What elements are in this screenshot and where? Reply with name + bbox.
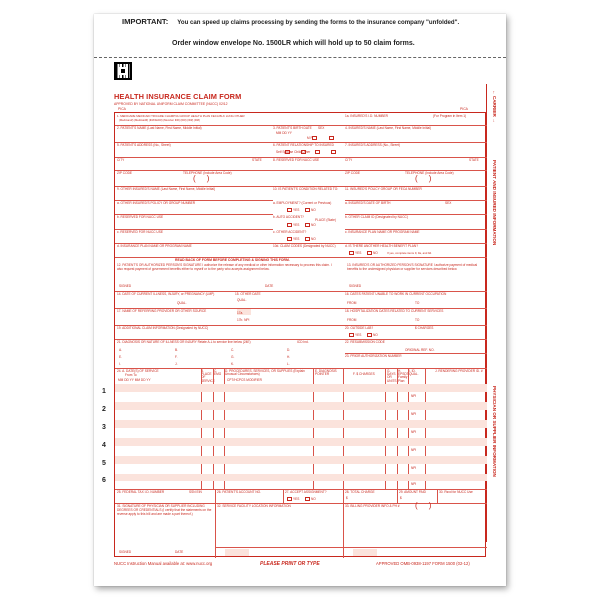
npi-1: NPI	[411, 394, 417, 398]
zip-label: ZIP CODE	[117, 171, 132, 175]
field-11a: a. INSURED'S DATE OF BIRTH	[345, 201, 391, 205]
side-label-patient: PATIENT AND INSURED INFORMATION	[492, 160, 497, 246]
rel-spouse-checkbox[interactable]	[301, 150, 306, 154]
field-16: 16. DATES PATIENT UNABLE TO WORK IN CURRENT OCCUPATION	[345, 292, 447, 296]
field-11c: c. INSURANCE PLAN NAME OR PROGRAM NAME	[345, 230, 420, 234]
field-6-opts: Self Spouse Child Other	[276, 150, 311, 154]
qr-code-icon	[114, 62, 132, 80]
service-line-2-number: 2	[102, 406, 106, 413]
field-3-mmddyy: MM DD YY	[276, 131, 292, 135]
field-10d: 10d. CLAIM CODES (Designated by NUCC)	[273, 244, 336, 248]
field-1: 1. MEDICARE MEDICAID TRICARE CHAMPVA GROUP HEALTH PLAN FECA BLK LUNG OTHER	[117, 114, 245, 118]
field-33: 33. BILLING PROVIDER INFO & PH #	[345, 504, 400, 508]
field-7: 7. INSURED'S ADDRESS (No., Street)	[345, 143, 400, 147]
npi-2: NPI	[411, 412, 417, 416]
tel-area-paren-2: ( )	[415, 174, 432, 183]
field-12: 12. PATIENT'S OR AUTHORIZED PERSON'S SIGNATURE I authorize the release of any medical or other information necessary to process this claim. I also request payment of government benefits either to myself or to the party who accepts assignment below.	[117, 263, 332, 271]
signed-label: SIGNED	[119, 284, 132, 288]
field-16-to: TO	[415, 301, 420, 305]
auto-yes-checkbox[interactable]	[287, 223, 292, 227]
field-13: 13. INSURED'S OR AUTHORIZED PERSON'S SIGNATURE I authorize payment of medical benefits to the undersigned physician or supplier for services described below.	[347, 263, 478, 271]
other-no: NO	[311, 237, 316, 241]
npi-4: NPI	[411, 448, 417, 452]
field-25-ssn-ein: SSN EIN	[189, 490, 202, 494]
field-29: 29. AMOUNT PAID	[399, 490, 426, 494]
field-28: 28. TOTAL CHARGE	[345, 490, 375, 494]
field-22: 22. RESUBMISSION CODE	[345, 340, 385, 344]
stub-line-1-text: You can speed up claims processing by sending the forms to the insurance company "unfolded".	[177, 19, 460, 26]
diag-j: J.	[175, 362, 178, 366]
field-10c: c. OTHER ACCIDENT?	[273, 230, 307, 234]
state-label-2: STATE	[469, 158, 479, 162]
another-plan-no-checkbox[interactable]	[367, 251, 372, 255]
field-5: 5. PATIENT'S ADDRESS (No., Street)	[117, 143, 171, 147]
field-24i: I. ID. QUAL.	[409, 369, 419, 377]
field-1a-note: (For Program in Item 1)	[433, 114, 467, 118]
field-18-to: TO	[415, 318, 420, 322]
date-label: DATE	[265, 284, 274, 288]
field-11a-sex: SEX	[445, 201, 452, 205]
auto-yes: YES	[293, 223, 300, 227]
field-11: 11. INSURED'S POLICY GROUP OR FECA NUMBER	[345, 187, 422, 191]
field-3: 3. PATIENT'S BIRTH DATE	[273, 126, 312, 130]
tel-label: TELEPHONE (Include Area Code)	[183, 171, 232, 175]
field-6: 6. PATIENT RELATIONSHIP TO INSURED	[273, 143, 334, 147]
field-27: 27. ACCEPT ASSIGNMENT?	[285, 490, 327, 494]
field-24b: B. PLACE OF SERVICE	[201, 369, 215, 383]
service-line-5-number: 5	[102, 460, 106, 467]
field-3-mf: M F	[307, 136, 313, 140]
field-17: 17. NAME OF REFERRING PROVIDER OR OTHER SOURCE	[117, 309, 207, 313]
diag-i: I.	[119, 362, 121, 366]
footer-mid: PLEASE PRINT OR TYPE	[260, 561, 320, 567]
zip-label-2: ZIP CODE	[345, 171, 360, 175]
lab-no: NO	[373, 333, 378, 337]
service-line-6-number: 6	[102, 477, 106, 484]
tel-label-2: TELEPHONE (Include Area Code)	[405, 171, 454, 175]
side-label-physician: PHYSICIAN OR SUPPLIER INFORMATION	[492, 386, 497, 477]
field-9b: b. RESERVED FOR NUCC USE	[117, 215, 164, 219]
field-24h: H. EPSDT Family Plan	[398, 369, 409, 383]
city-label: CITY	[117, 158, 125, 162]
field-24a-sub: From To	[125, 373, 137, 377]
diag-f: F.	[175, 355, 178, 359]
lab-no-checkbox[interactable]	[367, 333, 372, 337]
field-31: 31. SIGNATURE OF PHYSICIAN OR SUPPLIER INCLUDING DEGREES OR CREDENTIALS (I certify that the statements on the reverse apply to this bill and are made a part thereof.)	[117, 504, 212, 516]
field-24a: 24. A. DATE(S) OF SERVICE	[117, 369, 159, 373]
signed-31: SIGNED	[119, 550, 132, 554]
field-9: 9. OTHER INSURED'S NAME (Last Name, First Name, Middle Initial)	[117, 187, 216, 191]
field-9c: c. RESERVED FOR NUCC USE	[117, 230, 163, 234]
field-1-sub: (Medicare#) (Medicaid#) (ID#/DoD#) (Member ID#) (ID#) (ID#) (ID#)	[119, 119, 200, 122]
npi-5: NPI	[411, 466, 417, 470]
city-label-2: CITY	[345, 158, 353, 162]
field-4: 4. INSURED'S NAME (Last Name, First Name, Middle Initial)	[345, 126, 431, 130]
field-20: 20. OUTSIDE LAB?	[345, 326, 374, 330]
field-24d: D. PROCEDURES, SERVICES, OR SUPPLIES (Explain Unusual Circumstances)	[225, 369, 305, 377]
phone-paren: ( )	[415, 501, 432, 510]
diag-l: L.	[287, 362, 290, 366]
claim-form-grid	[102, 112, 486, 557]
approved-text: APPROVED BY NATIONAL UNIFORM CLAIM COMMITTEE (NUCC) 02/12	[114, 102, 228, 106]
field-15-qual: QUAL.	[237, 298, 247, 302]
diag-b: B.	[175, 348, 179, 352]
employment-yes-checkbox[interactable]	[287, 208, 292, 212]
footer-right: APPROVED OMB-0938-1197 FORM 1500 (02-12)	[376, 561, 470, 566]
auto-no: NO	[311, 223, 316, 227]
other-accident-no-checkbox[interactable]	[305, 237, 310, 241]
field-24c: C. EMG	[214, 369, 222, 377]
field-24j: J. RENDERING PROVIDER ID. #	[435, 369, 483, 373]
field-20-charges: $ CHARGES	[415, 326, 434, 330]
diag-a: A.	[119, 348, 123, 352]
field-29-dollar: $	[400, 496, 402, 500]
read-back-notice: READ BACK OF FORM BEFORE COMPLETING & SIGNING THIS FORM.	[175, 258, 290, 262]
another-plan-yes-checkbox[interactable]	[349, 251, 354, 255]
auto-no-checkbox[interactable]	[305, 223, 310, 227]
assign-no: NO	[311, 497, 316, 501]
field-14-qual: QUAL.	[177, 301, 187, 305]
field-24d-sub: CPT/HCPCS MODIFIER	[227, 378, 262, 382]
field-24f: F. $ CHARGES	[353, 372, 375, 376]
field-9a: a. OTHER INSURED'S POLICY OR GROUP NUMBER	[117, 201, 196, 205]
plan-yes: YES	[355, 251, 362, 255]
rel-child-checkbox[interactable]	[315, 150, 320, 154]
tel-area-paren: ( )	[193, 174, 210, 183]
employment-yes: YES	[293, 208, 300, 212]
stub-line-1	[122, 17, 502, 26]
service-line-4-number: 4	[102, 442, 106, 449]
service-line-3-number: 3	[102, 424, 106, 431]
field-9d: d. INSURANCE PLAN NAME OR PROGRAM NAME	[117, 244, 192, 248]
sex-m-checkbox[interactable]	[312, 136, 317, 140]
claim-form-sheet	[94, 14, 506, 586]
field-1a: 1a. INSURED'S I.D. NUMBER	[345, 114, 388, 118]
field-16-from: FROM	[347, 301, 357, 305]
footer-left: NUCC Instruction Manual available at: www.nucc.org	[114, 561, 213, 566]
field-25: 25. FEDERAL TAX I.D. NUMBER	[117, 490, 165, 494]
field-32: 32. SERVICE FACILITY LOCATION INFORMATION	[217, 504, 291, 508]
diag-k: K.	[231, 362, 235, 366]
assign-no-checkbox[interactable]	[305, 497, 310, 501]
field-24a-mmddyy: MM DD YY MM DD YY	[118, 378, 151, 382]
field-23: 23. PRIOR AUTHORIZATION NUMBER	[345, 354, 402, 358]
field-15: 15. OTHER DATE	[235, 292, 261, 296]
assign-yes-checkbox[interactable]	[287, 497, 292, 501]
field-18: 18. HOSPITALIZATION DATES RELATED TO CURRENT SERVICES	[345, 309, 444, 313]
pica-right: PICA	[460, 107, 468, 111]
npi-3: NPI	[411, 430, 417, 434]
assign-yes: YES	[293, 497, 300, 501]
diag-e: E.	[119, 355, 123, 359]
signed-label-2: SIGNED	[349, 284, 362, 288]
field-17a: 17a.	[237, 311, 244, 315]
lab-yes: YES	[355, 333, 362, 337]
field-18-from: FROM	[347, 318, 357, 322]
field-21-icd: ICD Ind.	[297, 340, 309, 344]
field-11d-note: If yes, complete items 9, 9a, and 9d.	[387, 251, 432, 255]
field-28-dollar: $	[346, 496, 348, 500]
field-10a: a. EMPLOYMENT? (Current or Previous)	[273, 201, 332, 205]
field-8: 8. RESERVED FOR NUCC USE	[273, 158, 320, 162]
employment-no: NO	[311, 208, 316, 212]
diag-h: H.	[287, 355, 291, 359]
field-3-sex: SEX	[318, 126, 325, 130]
state-label: STATE	[252, 158, 262, 162]
rel-other-checkbox[interactable]	[331, 150, 336, 154]
field-26: 26. PATIENT'S ACCOUNT NO.	[217, 490, 261, 494]
npi-6: NPI	[411, 482, 417, 486]
pica-left: PICA	[118, 107, 126, 111]
diag-d: D.	[287, 348, 291, 352]
field-21: 21. DIAGNOSIS OR NATURE OF ILLNESS OR INJURY Relate A-L to service line below (24E)	[117, 340, 251, 344]
diag-g: G.	[231, 355, 235, 359]
important-label: IMPORTANT:	[122, 17, 169, 26]
side-label-carrier: ← CARRIER →	[492, 90, 497, 123]
field-22-orig: ORIGINAL REF. NO.	[405, 348, 435, 352]
field-2: 2. PATIENT'S NAME (Last Name, First Name, Middle Initial)	[117, 126, 202, 130]
field-10b: b. AUTO ACCIDENT?	[273, 215, 304, 219]
service-line-1-number: 1	[102, 388, 106, 395]
tear-off-stub	[94, 14, 506, 58]
field-17b: 17b. NPI	[237, 318, 250, 322]
form-title: HEALTH INSURANCE CLAIM FORM	[114, 92, 242, 101]
field-30: 30. Rsvd for NUCC Use	[439, 490, 473, 494]
other-accident-yes-checkbox[interactable]	[287, 237, 292, 241]
field-14: 14. DATE OF CURRENT ILLNESS, INJURY, or PREGNANCY (LMP)	[117, 292, 215, 296]
field-10b-place: PLACE (State)	[315, 218, 336, 222]
field-19: 19. ADDITIONAL CLAIM INFORMATION (Designated by NUCC)	[117, 326, 209, 330]
lab-yes-checkbox[interactable]	[349, 333, 354, 337]
plan-no: NO	[373, 251, 378, 255]
rel-self-checkbox[interactable]	[285, 150, 290, 154]
field-24e: E. DIAGNOSIS POINTER	[315, 369, 337, 377]
field-24g: G. DAYS OR UNITS	[387, 369, 397, 383]
date-31: DATE	[175, 550, 184, 554]
employment-no-checkbox[interactable]	[305, 208, 310, 212]
field-11d: d. IS THERE ANOTHER HEALTH BENEFIT PLAN?	[345, 244, 418, 248]
field-10: 10. IS PATIENT'S CONDITION RELATED TO:	[273, 187, 339, 191]
other-yes: YES	[293, 237, 300, 241]
field-11b: b. OTHER CLAIM ID (Designated by NUCC)	[345, 215, 408, 219]
sex-f-checkbox[interactable]	[329, 136, 334, 140]
stub-line-2: Order window envelope No. 1500LR which will hold up to 50 claim forms.	[172, 40, 415, 47]
diag-c: C.	[231, 348, 235, 352]
